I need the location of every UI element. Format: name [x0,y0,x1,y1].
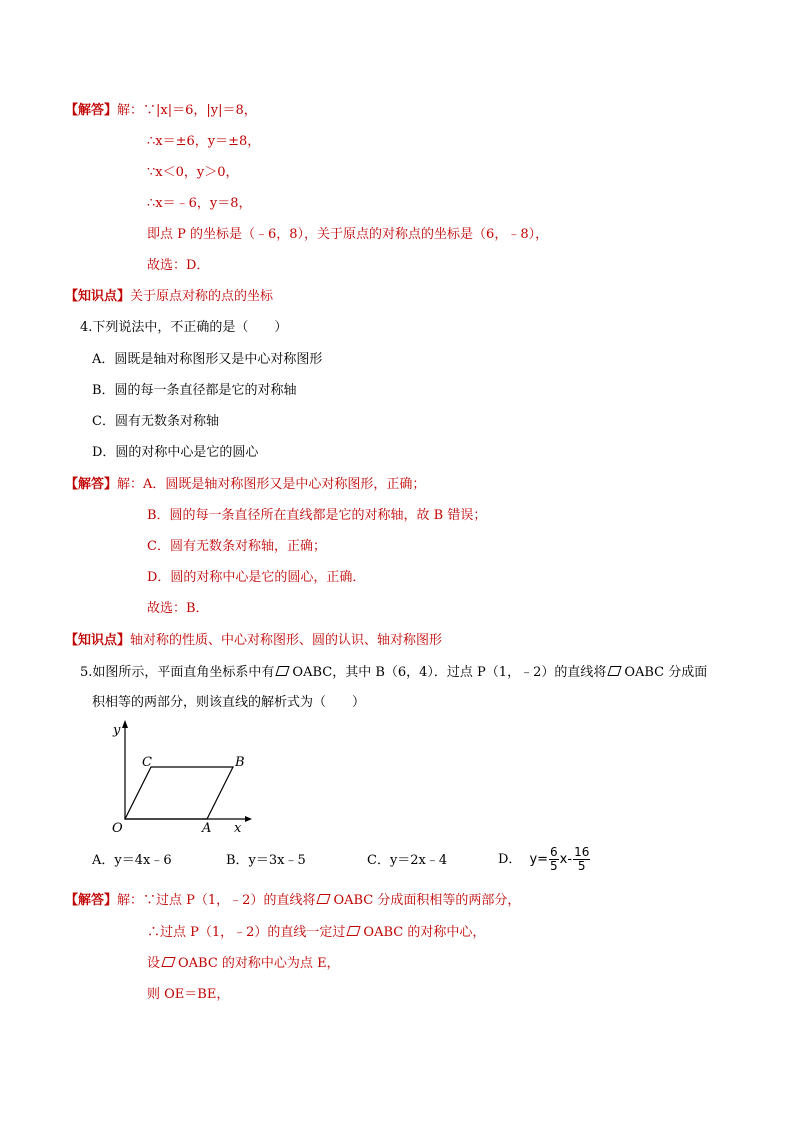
answer-lead: 解： [117,893,144,908]
x-axis-arrow [245,816,252,822]
stem-part: OABC 分成面 [624,665,708,680]
answer-lead: 解： [117,103,144,118]
solution-text: A．圆既是轴对称图形又是中心对称图形，正确； [143,477,426,492]
point-c-label: C [142,755,152,770]
solution-line [147,924,485,942]
fraction-six-fifths [549,846,559,873]
answer-tag: 【解答】 [65,477,118,492]
numerator: 16 [574,845,590,859]
solution-line: B．圆的每一条直径所在直线都是它的对称轴，故 B 错误； [147,508,487,523]
option-d-label: D． [498,852,522,867]
parallelogram-icon [161,957,175,967]
option-d [498,843,591,877]
question-stem: 4.下列说法中，不正确的是（ ） [80,320,288,335]
solution-line: ∴x＝﹣6，y＝8， [147,196,252,211]
solution-line: 故选：B． [147,601,209,616]
solution-line: ∴x＝±6，y＝±8， [147,134,261,149]
solution-text: ∵过点 P（1，﹣2）的直线将 [143,893,316,908]
parallelogram-icon [317,894,331,904]
option-a: A．y＝4x﹣6 [92,853,172,868]
solution-line: 故选：D． [147,258,210,273]
solution-line: 即点 P 的坐标是（﹣6，8），关于原点的对称点的坐标是（6，﹣8）， [147,227,549,242]
stem-part: 5.如图所示，平面直角坐标系中有 [80,665,275,680]
solution-line [147,955,340,973]
answer-tag: 【解答】 [65,103,118,118]
solution-line: 则 OE＝BE， [147,987,230,1002]
question-stem [80,664,707,682]
solution-text: 设 [147,956,161,971]
parallelogram-icon [608,666,622,676]
option-b: B．圆的每一条直径都是它的对称轴 [92,383,297,398]
knowledge-point-line [65,288,273,306]
point-o-label: O [112,821,123,836]
solution-text: OABC 分成面积相等的两部分， [333,893,521,908]
solution-text: OABC 的对称中心， [363,925,486,940]
option-d-x: x- [559,852,573,867]
answer-tag: 【解答】 [65,893,118,908]
y-axis-arrow [122,720,128,728]
answer-line [65,892,520,910]
option-d-y: y= [529,852,549,867]
point-a-label: A [202,821,212,836]
option-c: C．圆有无数条对称轴 [92,414,219,429]
solution-text: ∴过点 P（1，﹣2）的直线一定过 [147,925,346,940]
option-b: B．y＝3x﹣5 [226,853,306,868]
knowledge-point-line [65,632,442,650]
knowledge-point-tag: 【知识点】 [65,633,131,648]
numerator: 6 [550,845,558,859]
stem-part: OABC，其中 B（6，4）．过点 P（1，﹣2）的直线将 [292,665,607,680]
option-c: C．y＝2x﹣4 [367,853,448,868]
parallelogram-oabc [125,767,233,819]
knowledge-point-text: 轴对称的性质、中心对称图形、圆的认识、轴对称图形 [130,633,443,648]
coordinate-figure [95,716,260,841]
solution-line: ∵x＜0，y＞0， [147,165,239,180]
solution-line: D．圆的对称中心是它的圆心，正确． [147,570,366,585]
denominator: 5 [577,859,586,873]
option-a: A．圆既是轴对称图形又是中心对称图形 [92,352,323,367]
x-axis-label: x [234,821,242,836]
point-b-label: B [235,755,245,770]
knowledge-point-tag: 【知识点】 [65,289,131,304]
answer-line [65,102,257,120]
y-axis-label: y [113,723,121,738]
fraction-sixteen-fifths [573,846,590,873]
answer-line [65,476,425,494]
option-d: D．圆的对称中心是它的圆心 [92,445,259,460]
parallelogram-icon [276,666,290,676]
solution-text: ∵|x|＝6，|y|＝8， [143,103,257,118]
answer-lead: 解： [117,477,144,492]
parallelogram-icon [347,926,361,936]
denominator: 5 [550,859,558,873]
question-stem-cont: 积相等的两部分，则该直线的解析式为（ ） [92,695,366,710]
solution-line: C．圆有无数条对称轴，正确； [147,539,326,554]
knowledge-point-text: 关于原点对称的点的坐标 [130,289,274,304]
solution-text: OABC 的对称中心为点 E， [178,956,340,971]
